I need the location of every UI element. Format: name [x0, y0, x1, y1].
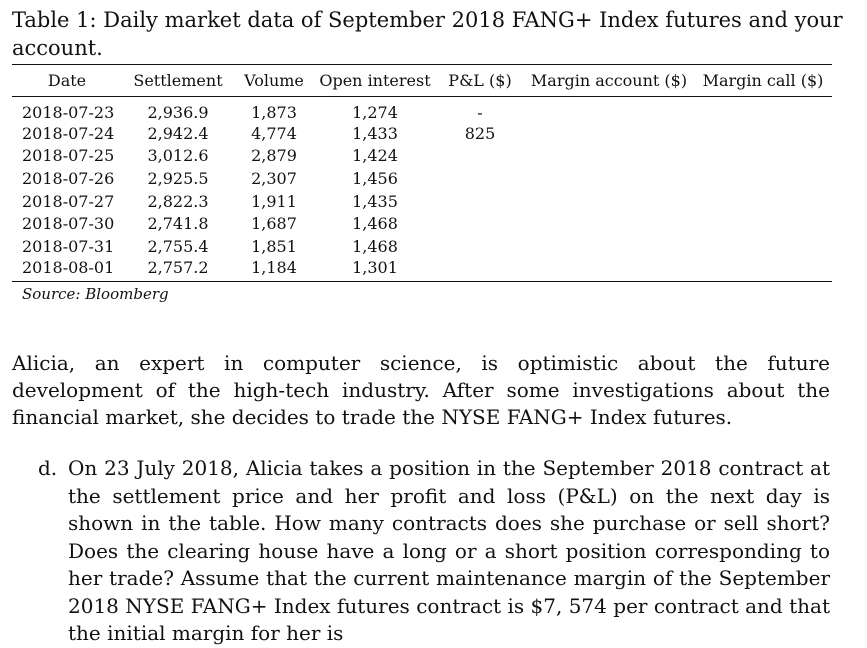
cell-pnl — [436, 145, 524, 168]
cell-open-interest: 1,456 — [352, 168, 398, 188]
table-header-row — [12, 65, 832, 97]
cell-date: 2018-07-24 — [22, 123, 115, 143]
table-row — [12, 235, 832, 258]
table-body — [12, 97, 832, 282]
table-row — [12, 145, 832, 168]
cell-margin-account — [524, 145, 694, 168]
cell-volume: 1,687 — [251, 214, 297, 234]
cell-open-interest: 1,274 — [352, 103, 398, 122]
cell-margin-account — [524, 212, 694, 235]
cell-open-interest: 1,468 — [352, 236, 398, 256]
cell-volume: 1,851 — [251, 236, 297, 256]
cell-margin-call — [694, 167, 832, 190]
cell-settlement: 3,012.6 — [147, 146, 209, 166]
cell-margin-call — [694, 145, 832, 168]
table-row — [12, 212, 832, 235]
table-source: Source: Bloomberg — [22, 284, 169, 303]
intro-paragraph: Alicia, an expert in computer science, is optimistic about the future development of the high-tech industry. After some investigations about the financial market, she decides to trade the NYSE FANG+ Index futures. — [12, 351, 830, 429]
cell-settlement: 2,822.3 — [147, 191, 209, 211]
cell-date: 2018-07-23 — [22, 103, 115, 122]
cell-settlement: 2,755.4 — [147, 236, 209, 256]
cell-date: 2018-07-30 — [22, 214, 115, 234]
cell-margin-call — [694, 235, 832, 258]
cell-open-interest: 1,435 — [352, 191, 398, 211]
header-date: Date — [47, 71, 87, 90]
cell-date: 2018-07-31 — [22, 236, 115, 256]
cell-volume: 2,879 — [251, 146, 297, 166]
cell-settlement: 2,757.2 — [147, 257, 209, 277]
cell-volume: 2,307 — [251, 168, 297, 188]
question-label: d. — [38, 456, 58, 480]
cell-margin-call — [694, 190, 832, 213]
cell-pnl: 825 — [464, 123, 496, 143]
cell-settlement: 2,741.8 — [147, 214, 209, 234]
table-row — [12, 190, 832, 213]
cell-open-interest: 1,424 — [352, 146, 398, 166]
header-margin-account: Margin account ($) — [530, 71, 688, 90]
header-settlement: Settlement — [133, 71, 223, 90]
cell-margin-account — [524, 235, 694, 258]
header-margin-call: Margin call ($) — [702, 71, 824, 90]
cell-volume: 1,911 — [251, 191, 297, 211]
market-data-table — [12, 64, 832, 282]
header-open-interest: Open interest — [319, 71, 431, 90]
question-item — [38, 455, 830, 648]
header-pnl: P&L ($) — [448, 71, 512, 90]
market-data-table-wrap — [12, 64, 832, 303]
cell-margin-account — [524, 97, 694, 123]
header-volume: Volume — [244, 71, 304, 90]
cell-settlement: 2,936.9 — [147, 103, 209, 122]
cell-date: 2018-08-01 — [22, 257, 115, 277]
cell-pnl: - — [477, 103, 483, 122]
cell-date: 2018-07-25 — [22, 146, 115, 166]
table-row — [12, 258, 832, 282]
cell-open-interest: 1,301 — [352, 257, 398, 277]
cell-margin-account — [524, 167, 694, 190]
cell-margin-account — [524, 122, 694, 145]
cell-margin-account — [524, 190, 694, 213]
cell-margin-call — [694, 212, 832, 235]
cell-margin-call — [694, 97, 832, 123]
table-row — [12, 167, 832, 190]
cell-open-interest: 1,433 — [352, 123, 398, 143]
table-row — [12, 122, 832, 145]
cell-volume: 1,873 — [251, 103, 297, 122]
cell-volume: 1,184 — [251, 257, 297, 277]
cell-margin-call — [694, 258, 832, 282]
cell-pnl — [436, 212, 524, 235]
cell-margin-call — [694, 122, 832, 145]
cell-pnl — [436, 190, 524, 213]
table-row — [12, 97, 832, 123]
cell-settlement: 2,942.4 — [147, 123, 209, 143]
cell-margin-account — [524, 258, 694, 282]
cell-open-interest: 1,468 — [352, 214, 398, 234]
cell-pnl — [436, 258, 524, 282]
table-caption: Table 1: Daily market data of September 2018 FANG+ Index futures and your account. — [12, 8, 843, 60]
cell-pnl — [436, 167, 524, 190]
cell-settlement: 2,925.5 — [147, 168, 209, 188]
cell-volume: 4,774 — [251, 123, 297, 143]
question-text: On 23 July 2018, Alicia takes a position in the September 2018 contract at the settlement price and her profit and loss (P&L) on the next day is shown in the table. How many contracts does she purchase or sell short? Does the clearing house have a long or a short position corresponding to her trade? Assume that the current maintenance margin of the September 2018 NYSE FANG+ Index futures contract is $7, 574 per contract and that the initial margin for her is — [68, 456, 830, 645]
cell-pnl — [436, 235, 524, 258]
cell-date: 2018-07-27 — [22, 191, 115, 211]
cell-date: 2018-07-26 — [22, 168, 115, 188]
